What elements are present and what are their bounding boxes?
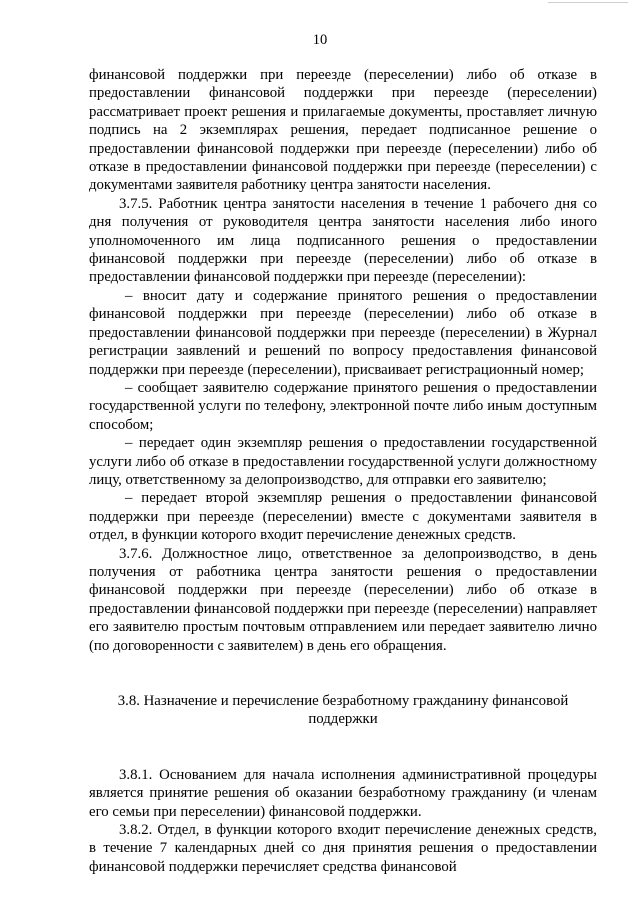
list-item-pass-first-copy: – передает один экземпляр решения о предоставлении государственной услуги либо об отказе в предоставлении государственной услуги должностному лицу, ответственному за делопроизводство, для отправки его заявителю; xyxy=(89,435,597,488)
paragraph-3-7-4-continuation: финансовой поддержки при переезде (переселении) либо об отказе в предоставлении финансовой поддержки при переезде (переселении) рассматривает проект решения и прилагаемые документы, проставляет личную подпись на 2 экземплярах решения, передает подписанное решение о предоставлении финансовой поддержки при переезде (переселении) либо об отказе в предоставлении финансовой поддержки при переезде (переселении) с документами заявителя работнику центра занятости населения. xyxy=(89,67,597,194)
page-number: 10 xyxy=(312,32,328,48)
section-heading-3-8: 3.8. Назначение и перечисление безработному гражданину финансовой поддержки xyxy=(117,693,569,728)
top-edge-rule xyxy=(548,2,628,3)
document-body xyxy=(89,66,597,876)
paragraph-3-8-1: 3.8.1. Основанием для начала исполнения административной процедуры является принятие решения об оказании безработному гражданину (и членам его семьи при переселении) финансовой поддержки. xyxy=(89,766,597,820)
paragraph-3-7-5: 3.7.5. Работник центра занятости населения в течение 1 рабочего дня со дня получения от руководителя центра занятости населения либо иного уполномоченного им лица подписанного решения о предоставлении финансовой поддержки при переезде (переселении) либо об отказе в предоставлении финансовой поддержки при переезде (переселении): xyxy=(89,195,597,286)
list-item-register-decision: – вносит дату и содержание принятого решения о предоставлении финансовой поддержки при переезде (переселении) либо об отказе в предоставлении финансовой поддержки при переезде (переселении) в Журнал регистрации заявлений и решений по вопросу предоставления финансовой поддержки при переезде (переселении), присваивает регистрационный номер; xyxy=(89,287,597,378)
list-item-inform-applicant: – сообщает заявителю содержание принятого решения о предоставлении государственной услуги по телефону, электронной почте либо иным доступным способом; xyxy=(89,379,597,433)
paragraph-3-7-6: 3.7.6. Должностное лицо, ответственное за делопроизводство, в день получения от работника центра занятости решения о предоставлении финансовой поддержки при переезде (переселении) либо об отказе в предоставлении финансовой поддержки при переезде (переселении) направляет его заявителю простым почтовым отправлением или передает заявителю лично (по договоренности с заявителем) в день его обращения. xyxy=(89,545,597,654)
list-item-pass-second-copy: – передает второй экземпляр решения о предоставлении финансовой поддержки при переезде (переселении) вместе с документами заявителя в отдел, в функции которого входит перечисление денежных средств. xyxy=(89,490,597,544)
paragraph-3-8-2: 3.8.2. Отдел, в функции которого входит перечисление денежных средств, в течение 7 календарных дней со дня принятия решения о предоставлении финансовой поддержки перечисляет средства финансовой xyxy=(89,822,597,875)
